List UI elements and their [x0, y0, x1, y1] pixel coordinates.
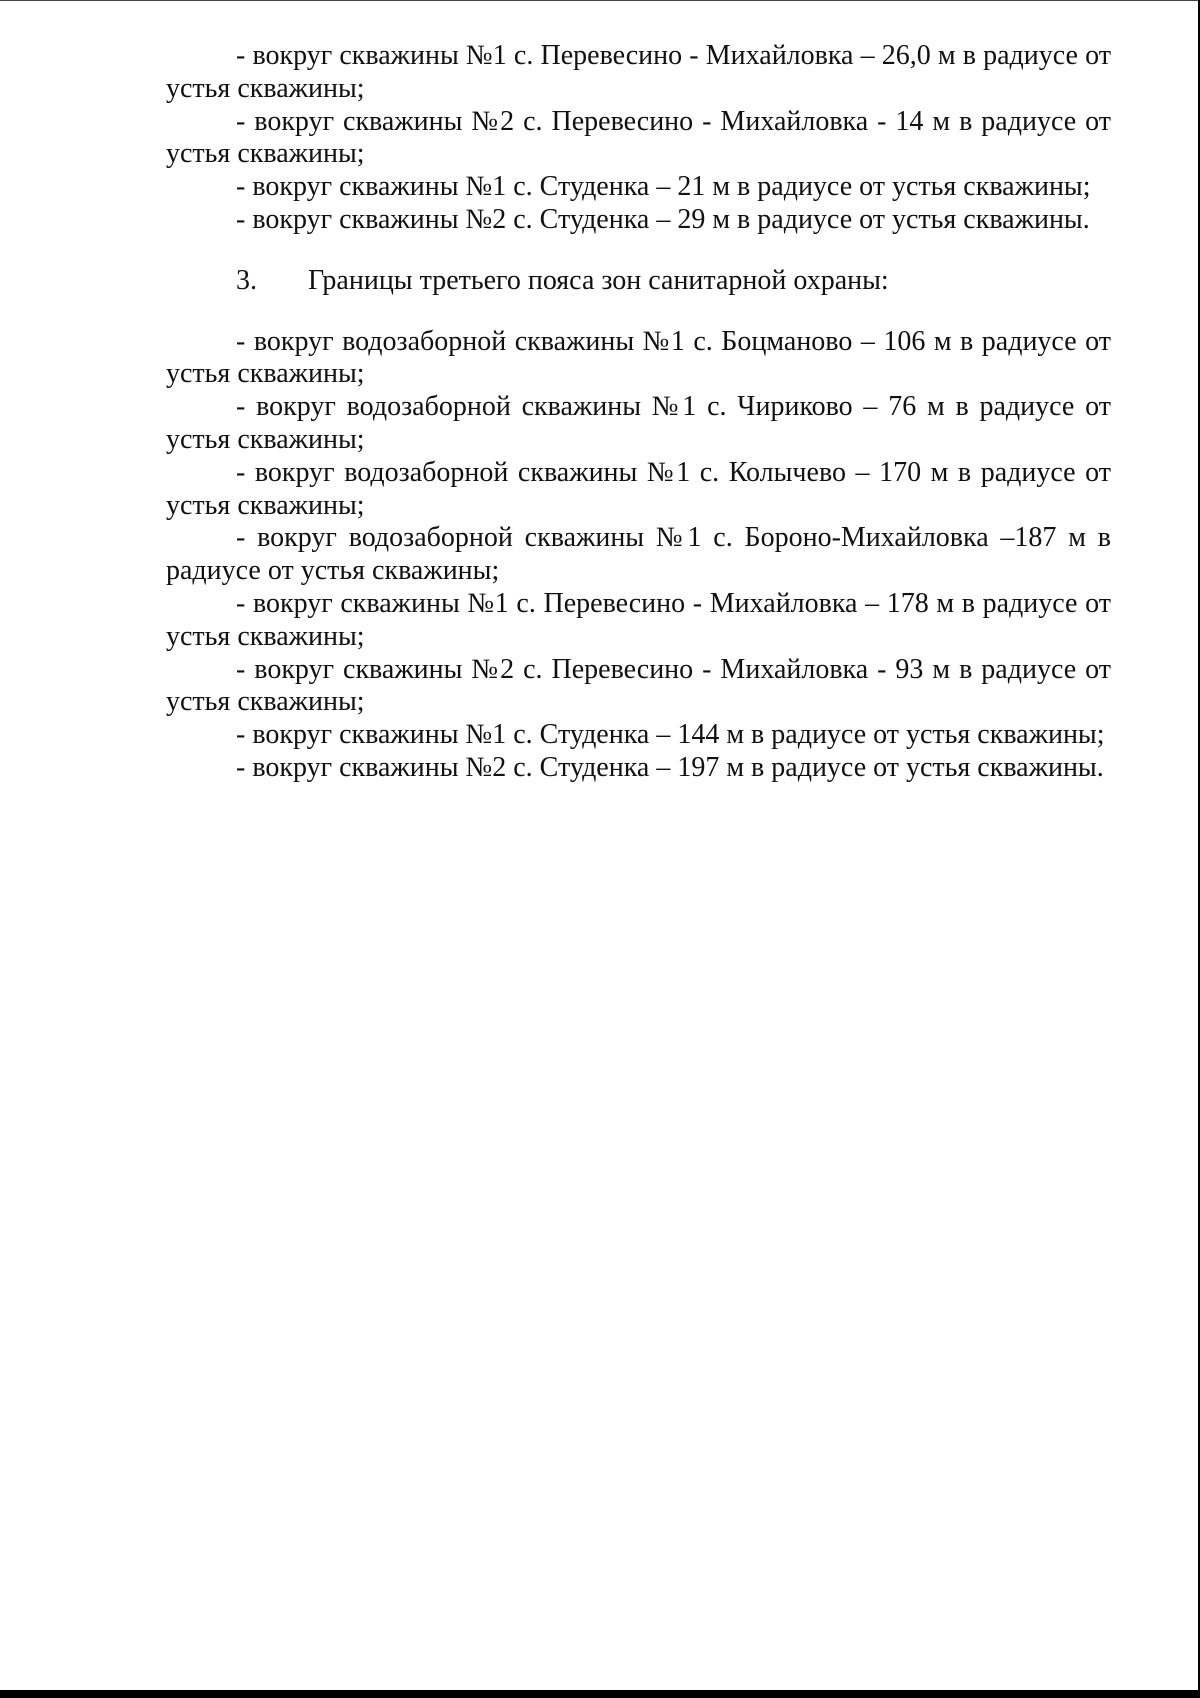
page-top-edge [0, 0, 1200, 1]
section2-item: - вокруг скважины №1 с. Перевесино - Михайловка – 26,0 м в радиусе от устья скважины; [166, 40, 1111, 104]
section3-item: - вокруг водозаборной скважины №1 с. Чириково – 76 м в радиусе от устья скважины; [166, 391, 1111, 455]
section3-item: - вокруг водозаборной скважины №1 с. Бороно-Михайловка –187 м в радиусе от устья скважины; [166, 522, 1111, 587]
section2-item: - вокруг скважины №2 с. Студенка – 29 м в радиусе от устья скважины. [236, 203, 1090, 235]
section3-item: - вокруг скважины №2 с. Перевесино - Михайловка - 93 м в радиусе от устья скважины; [166, 653, 1111, 718]
section3-heading [166, 265, 1111, 298]
document-body [166, 40, 1111, 785]
section3-number: 3. [236, 264, 257, 296]
section2-item: - вокруг скважины №2 с. Перевесино - Михайловка - 14 м в радиусе от устья скважины; [166, 105, 1111, 170]
section3-title: Границы третьего пояса зон санитарной охраны: [308, 264, 889, 296]
section3-item: - вокруг скважины №1 с. Студенка – 144 м в радиусе от устья скважины; [236, 719, 1105, 751]
section3-item: - вокруг скважины №2 с. Студенка – 197 м в радиусе от устья скважины. [236, 751, 1104, 783]
page-bottom-edge [0, 1690, 1200, 1698]
section3-item: - вокруг скважины №1 с. Перевесино - Михайловка – 178 м в радиусе от устья скважины; [166, 587, 1111, 652]
section2-item: - вокруг скважины №1 с. Студенка – 21 м в радиусе от устья скважины; [236, 171, 1091, 203]
section3-item: - вокруг водозаборной скважины №1 с. Боцманово – 106 м в радиусе от устья скважины; [166, 325, 1111, 390]
section3-item: - вокруг водозаборной скважины №1 с. Колычево – 170 м в радиусе от устья скважины; [166, 456, 1111, 521]
